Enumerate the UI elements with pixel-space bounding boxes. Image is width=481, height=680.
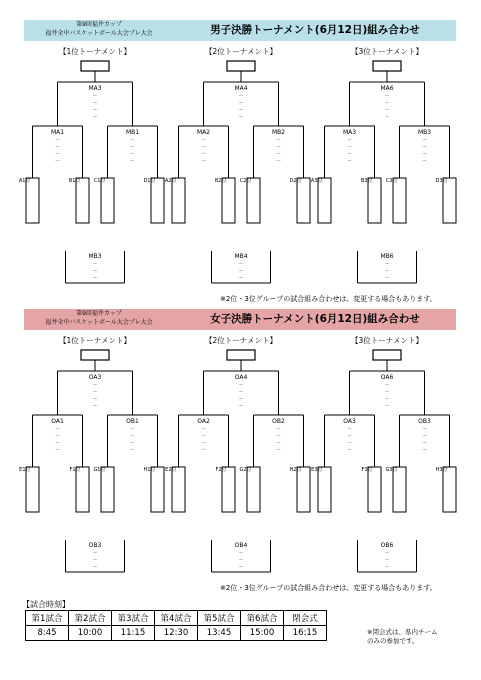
men-b2-semi-dash: － xyxy=(200,137,207,143)
schedule-time: 15:00 xyxy=(241,626,284,641)
men-b3-semi-dash: － xyxy=(346,158,353,164)
men-b2-third-dash: － xyxy=(238,261,244,267)
women-b2-team-label: E2位 xyxy=(165,467,177,473)
men-b2-team-label: A2位 xyxy=(164,178,177,184)
men-b1-final-dash: － xyxy=(92,93,98,99)
women-b3-team-box xyxy=(393,467,406,512)
women-b1-team-label: F1位 xyxy=(69,467,81,473)
men-b1-team-label: A1位 xyxy=(18,178,31,184)
women-b1-team-box xyxy=(76,467,89,512)
women-b2-label: 【2位トーナメント】 xyxy=(205,336,277,345)
women-b2-final-box xyxy=(227,350,255,360)
women-b3-semi-dash: － xyxy=(421,447,428,453)
women-b1-team-label: E1位 xyxy=(19,467,31,473)
women-b3-third-label: OB6 xyxy=(380,542,394,549)
women-b3-team-label: F3位 xyxy=(361,467,373,473)
women-b2-semi-dash: － xyxy=(275,433,282,439)
men-b3-team-label: C3位 xyxy=(385,178,398,184)
men-b1-final-dash: － xyxy=(92,107,98,113)
women-b3-team-label: H3位 xyxy=(435,467,448,473)
schedule-header: 第1試合 xyxy=(26,611,69,626)
men-b1-team-label: C1位 xyxy=(93,178,106,184)
men-b3-semi-dash: － xyxy=(421,158,428,164)
men-b3-team-label: D3位 xyxy=(435,178,448,184)
women-b2-semi-dash: － xyxy=(200,433,207,439)
women-b3-third-dash: － xyxy=(384,564,390,570)
women-b3-third-dash: － xyxy=(384,550,390,556)
women-b1-team-box xyxy=(151,467,164,512)
schedule-header: 第6試合 xyxy=(241,611,284,626)
men-b2-team-label: B2位 xyxy=(214,178,227,184)
men-b3-third-label: MB6 xyxy=(380,253,394,260)
women-event-desc: 福井全中バスケットボール大会プレ大会 xyxy=(45,319,153,326)
women-b1-semi-right-label: OB1 xyxy=(126,418,139,425)
men-b2-semi-left-label: MA2 xyxy=(196,129,211,136)
men-b1-team-box xyxy=(76,178,89,223)
men-b1-semi-dash: － xyxy=(54,151,61,157)
schedule-header: 第4試合 xyxy=(155,611,198,626)
women-b2-third-dash: － xyxy=(238,550,244,556)
women-b2-final-dash: － xyxy=(238,403,244,409)
men-b3-team-box xyxy=(368,178,381,223)
men-b1-third-dash: － xyxy=(92,275,98,281)
women-b1-final-dash: － xyxy=(92,396,98,402)
women-b1-semi-dash: － xyxy=(54,440,61,446)
men-b2-team-label: C2位 xyxy=(239,178,252,184)
women-b3-label: 【3位トーナメント】 xyxy=(351,336,423,345)
men-b3-team-box xyxy=(443,178,456,223)
men-b1-semi-dash: － xyxy=(129,144,136,150)
men-b2-team-box xyxy=(172,178,185,223)
women-b1-semi-dash: － xyxy=(54,433,61,439)
men-b3-semi-dash: － xyxy=(421,137,428,143)
women-b2-final-label: OA4 xyxy=(234,374,248,381)
women-b3-semi-dash: － xyxy=(421,426,428,432)
men-b3-final-dash: － xyxy=(384,93,390,99)
men-b2-semi-dash: － xyxy=(275,144,282,150)
women-b2-semi-dash: － xyxy=(200,426,207,432)
men-b2-final-dash: － xyxy=(238,93,244,99)
women-b1-label: 【1位トーナメント】 xyxy=(59,336,131,345)
men-b1-semi-left-label: MA1 xyxy=(50,129,65,136)
women-b3-semi-dash: － xyxy=(421,433,428,439)
women-b1-third-dash: － xyxy=(92,557,98,563)
men-b3-final-label: MA6 xyxy=(380,85,394,92)
men-event-desc: 福井全中バスケットボール大会プレ大会 xyxy=(45,30,153,37)
women-b3-team-box xyxy=(443,467,456,512)
women-b3-final-dash: － xyxy=(384,396,390,402)
schedule-title: 【試合時刻】 xyxy=(22,600,70,609)
women-b2-team-box xyxy=(222,467,235,512)
schedule-header: 第2試合 xyxy=(69,611,112,626)
men-b1-final-dash: － xyxy=(92,114,98,120)
schedule-header-row xyxy=(26,611,327,626)
men-b3-team-label: A3位 xyxy=(310,178,323,184)
schedule-header: 第3試合 xyxy=(112,611,155,626)
women-b2-semi-dash: － xyxy=(275,426,282,432)
women-b1-semi-dash: － xyxy=(129,440,136,446)
men-b2-final-dash: － xyxy=(238,107,244,113)
men-b3-final-dash: － xyxy=(384,114,390,120)
men-b1-third-label: MB3 xyxy=(88,253,102,260)
women-b2-team-label: H2位 xyxy=(289,467,302,473)
women-b1-final-box xyxy=(81,350,109,360)
schedule-time: 10:00 xyxy=(69,626,112,641)
men-b3-final-dash: － xyxy=(384,107,390,113)
women-b3-semi-right-label: OB3 xyxy=(418,418,431,425)
women-change-note: ※2位・3位グループの試合組み合わせは、変更する場合もあります。 xyxy=(220,584,437,592)
men-b3-final-box xyxy=(373,61,401,71)
women-b3-final-dash: － xyxy=(384,403,390,409)
schedule-header: 第5試合 xyxy=(198,611,241,626)
schedule-time: 12:30 xyxy=(155,626,198,641)
men-b3-team-box xyxy=(393,178,406,223)
women-b3-semi-dash: － xyxy=(346,440,353,446)
women-b1-semi-dash: － xyxy=(129,433,136,439)
women-b3-semi-dash: － xyxy=(346,447,353,453)
women-b2-team-label: G2位 xyxy=(239,467,252,473)
women-b2-third-dash: － xyxy=(238,557,244,563)
men-b3-semi-left-label: MA3 xyxy=(342,129,357,136)
men-b2-team-label: D2位 xyxy=(289,178,302,184)
women-b1-team-label: G1位 xyxy=(93,467,106,473)
women-b2-team-box xyxy=(247,467,260,512)
men-b2-semi-dash: － xyxy=(200,144,207,150)
schedule-header: 閉会式 xyxy=(284,611,327,626)
men-b3-team-label: B3位 xyxy=(360,178,373,184)
men-b2-final-box xyxy=(227,61,255,71)
men-b2-semi-dash: － xyxy=(275,158,282,164)
men-b1-team-label: B1位 xyxy=(68,178,81,184)
women-b2-semi-dash: － xyxy=(275,440,282,446)
women-b1-final-label: OA3 xyxy=(88,374,102,381)
women-b2-third-label: OB4 xyxy=(234,542,248,549)
schedule-time-row xyxy=(26,626,327,641)
schedule-table xyxy=(25,610,327,641)
men-b1-team-box xyxy=(151,178,164,223)
women-b1-semi-dash: － xyxy=(54,447,61,453)
men-b2-semi-right-label: MB2 xyxy=(271,129,286,136)
men-b3-semi-dash: － xyxy=(346,144,353,150)
women-b1-team-box xyxy=(101,467,114,512)
women-b3-final-dash: － xyxy=(384,382,390,388)
men-b1-third-dash: － xyxy=(92,268,98,274)
men-b2-third-label: MB4 xyxy=(234,253,248,260)
closing-ceremony-note xyxy=(367,628,437,646)
women-b1-semi-dash: － xyxy=(129,426,136,432)
women-b2-team-label: F2位 xyxy=(215,467,227,473)
women-b2-team-box xyxy=(172,467,185,512)
men-b2-team-box xyxy=(222,178,235,223)
schedule-time: 13:45 xyxy=(198,626,241,641)
women-b2-semi-dash: － xyxy=(275,447,282,453)
schedule-time: 16:15 xyxy=(284,626,327,641)
men-b3-semi-right-label: MB3 xyxy=(417,129,432,136)
men-tournament-title: 男子決勝トーナメント(6月12日)組み合わせ xyxy=(210,24,420,36)
men-b1-semi-dash: － xyxy=(54,137,61,143)
women-b1-third-dash: － xyxy=(92,550,98,556)
men-b3-final-dash: － xyxy=(384,100,390,106)
men-b2-team-box xyxy=(297,178,310,223)
women-b2-final-dash: － xyxy=(238,389,244,395)
women-b1-third-dash: － xyxy=(92,564,98,570)
men-b3-third-dash: － xyxy=(384,261,390,267)
women-b3-team-label: G3位 xyxy=(385,467,398,473)
women-b3-semi-dash: － xyxy=(346,433,353,439)
men-b1-team-box xyxy=(26,178,39,223)
men-b1-semi-right-label: MB1 xyxy=(125,129,140,136)
women-b1-semi-dash: － xyxy=(129,447,136,453)
men-event-name: 第9回福井カップ xyxy=(76,21,122,28)
men-b2-third-dash: － xyxy=(238,268,244,274)
women-b3-final-dash: － xyxy=(384,389,390,395)
women-b3-final-box xyxy=(373,350,401,360)
women-b3-semi-left-label: OA3 xyxy=(343,418,356,425)
women-b3-team-box xyxy=(318,467,331,512)
women-b2-semi-right-label: OB2 xyxy=(272,418,285,425)
women-b2-team-box xyxy=(297,467,310,512)
men-b2-final-dash: － xyxy=(238,114,244,120)
men-b1-final-label: MA3 xyxy=(88,85,102,92)
men-b1-final-dash: － xyxy=(92,100,98,106)
women-b3-team-box xyxy=(368,467,381,512)
women-b1-final-dash: － xyxy=(92,389,98,395)
women-b2-semi-dash: － xyxy=(200,440,207,446)
men-b1-semi-dash: － xyxy=(54,144,61,150)
women-b3-final-label: OA6 xyxy=(380,374,394,381)
men-b3-third-dash: － xyxy=(384,275,390,281)
men-b1-team-label: D1位 xyxy=(143,178,156,184)
women-b1-team-label: H1位 xyxy=(143,467,156,473)
men-b1-team-box xyxy=(101,178,114,223)
men-b2-semi-dash: － xyxy=(275,137,282,143)
women-b3-semi-dash: － xyxy=(421,440,428,446)
men-b2-team-box xyxy=(247,178,260,223)
men-b2-final-label: MA4 xyxy=(234,85,248,92)
men-b2-semi-dash: － xyxy=(200,151,207,157)
men-b3-third-dash: － xyxy=(384,268,390,274)
men-b1-semi-dash: － xyxy=(54,158,61,164)
men-b1-label: 【1位トーナメント】 xyxy=(59,47,131,56)
women-b1-final-dash: － xyxy=(92,382,98,388)
men-b1-third-dash: － xyxy=(92,261,98,267)
men-b2-final-dash: － xyxy=(238,100,244,106)
men-b1-semi-dash: － xyxy=(129,137,136,143)
men-b3-semi-dash: － xyxy=(346,137,353,143)
women-b1-semi-dash: － xyxy=(54,426,61,432)
men-b2-label: 【2位トーナメント】 xyxy=(205,47,277,56)
men-b1-semi-dash: － xyxy=(129,158,136,164)
women-tournament-title: 女子決勝トーナメント(6月12日)組み合わせ xyxy=(210,313,420,325)
men-b1-semi-dash: － xyxy=(129,151,136,157)
schedule-time: 11:15 xyxy=(112,626,155,641)
men-b3-semi-dash: － xyxy=(421,151,428,157)
women-b2-semi-dash: － xyxy=(200,447,207,453)
schedule-time: 8:45 xyxy=(26,626,69,641)
women-b1-team-box xyxy=(26,467,39,512)
women-b2-semi-left-label: OA2 xyxy=(197,418,210,425)
women-b1-semi-left-label: OA1 xyxy=(51,418,64,425)
men-b3-semi-dash: － xyxy=(421,144,428,150)
women-b1-third-label: OB3 xyxy=(88,542,102,549)
closing-note-line1: ※閉会式は、県内チーム xyxy=(367,628,438,636)
women-b2-final-dash: － xyxy=(238,396,244,402)
men-b1-final-box xyxy=(81,61,109,71)
men-b2-third-dash: － xyxy=(238,275,244,281)
women-b1-final-dash: － xyxy=(92,403,98,409)
men-b3-label: 【3位トーナメント】 xyxy=(351,47,423,56)
women-event-name: 第9回福井カップ xyxy=(76,310,122,317)
men-b3-semi-dash: － xyxy=(346,151,353,157)
men-b3-team-box xyxy=(318,178,331,223)
closing-note-line2: のみの参加です。 xyxy=(367,637,419,645)
men-b2-semi-dash: － xyxy=(200,158,207,164)
women-b2-third-dash: － xyxy=(238,564,244,570)
women-b3-team-label: E3位 xyxy=(311,467,323,473)
women-b2-final-dash: － xyxy=(238,382,244,388)
women-b3-semi-dash: － xyxy=(346,426,353,432)
men-change-note: ※2位・3位グループの試合組み合わせは、変更する場合もあります。 xyxy=(220,295,437,303)
men-b2-semi-dash: － xyxy=(275,151,282,157)
women-b3-third-dash: － xyxy=(384,557,390,563)
